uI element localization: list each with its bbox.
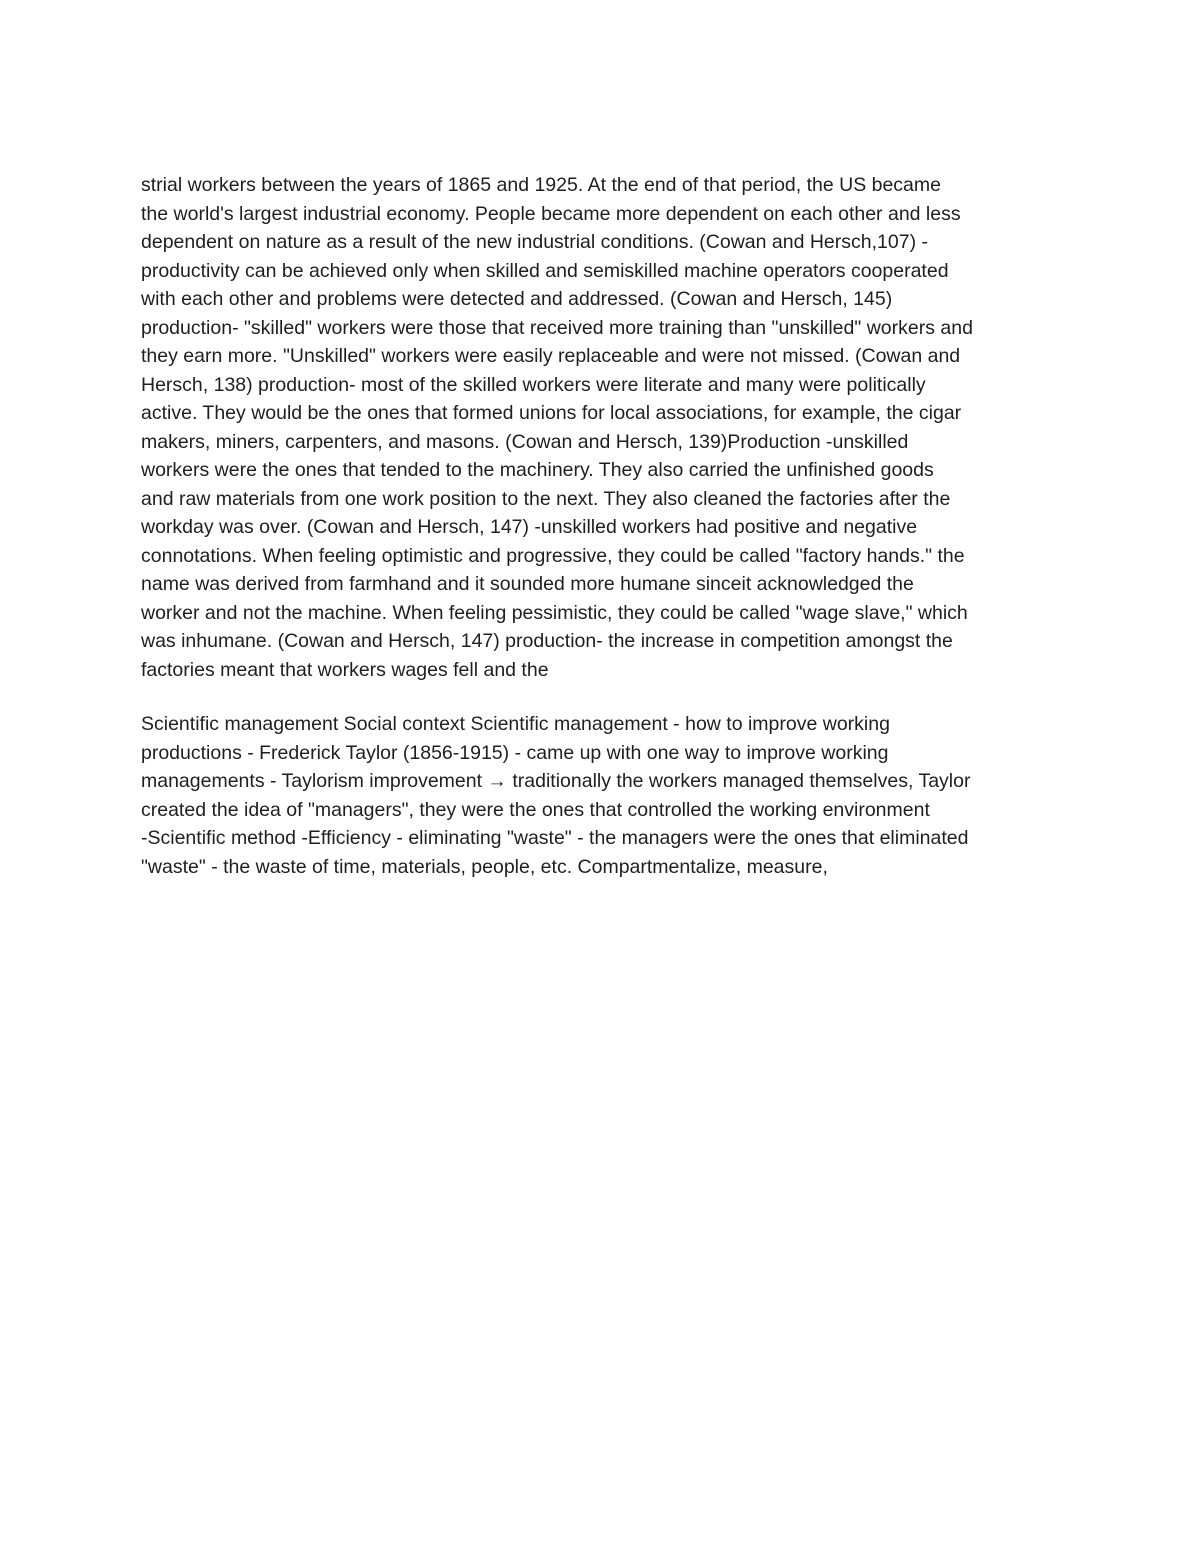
text-line: active. They would be the ones that formed unions for local associations, for example, the cigar bbox=[141, 402, 962, 424]
text-line: managements - Taylorism improvement → traditionally the workers managed themselves, Taylor bbox=[141, 770, 971, 792]
text-line: strial workers between the years of 1865 and 1925. At the end of that period, the US became bbox=[141, 174, 941, 196]
text-line: the world's largest industrial economy. People became more dependent on each other and less bbox=[141, 202, 961, 225]
text-line: productivity can be achieved only when skilled and semiskilled machine operators cooperated bbox=[141, 259, 949, 282]
text-line: dependent on nature as a result of the new industrial conditions. (Cowan and Hersch,107) - bbox=[141, 231, 928, 253]
text-line: workers were the ones that tended to the machinery. They also carried the unfinished goods bbox=[141, 459, 934, 481]
text-line: "waste" - the waste of time, materials, people, etc. Compartmentalize, measure, bbox=[141, 855, 828, 878]
text-line: connotations. When feeling optimistic and progressive, they could be called "factory hands." the bbox=[141, 544, 965, 567]
text-line: Hersch, 138) production- most of the skilled workers were literate and many were politically bbox=[141, 373, 926, 396]
text-line: production- "skilled" workers were those that received more training than "unskilled" workers and bbox=[141, 316, 973, 339]
text-line: and raw materials from one work position to the next. They also cleaned the factories after the bbox=[141, 487, 951, 510]
text-line: productions - Frederick Taylor (1856-1915) - came up with one way to improve working bbox=[141, 741, 889, 764]
paragraph-scientific-management bbox=[141, 710, 1071, 881]
paragraph-production-workers bbox=[141, 171, 1071, 684]
text-line: name was derived from farmhand and it sounded more humane sinceit acknowledged the bbox=[141, 573, 914, 595]
text-line: was inhumane. (Cowan and Hersch, 147) production- the increase in competition amongst the bbox=[141, 630, 953, 652]
text-line: created the idea of "managers", they were the ones that controlled the working environment bbox=[141, 798, 930, 821]
text-line: factories meant that workers wages fell and the bbox=[141, 658, 549, 681]
text-line: with each other and problems were detected and addressed. (Cowan and Hersch, 145) bbox=[141, 288, 893, 310]
text-line: Scientific management Social context Scientific management - how to improve working bbox=[141, 713, 890, 735]
text-line: they earn more. "Unskilled" workers were easily replaceable and were not missed. (Cowan and bbox=[141, 345, 961, 367]
text-line: worker and not the machine. When feeling pessimistic, they could be called "wage slave," which bbox=[141, 601, 968, 624]
text-line: -Scientific method -Efficiency - eliminating "waste" - the managers were the ones that eliminated bbox=[141, 827, 969, 849]
text-line: makers, miners, carpenters, and masons. (Cowan and Hersch, 139)Production -unskilled bbox=[141, 430, 909, 453]
text-line: workday was over. (Cowan and Hersch, 147) -unskilled workers had positive and negative bbox=[141, 516, 918, 538]
